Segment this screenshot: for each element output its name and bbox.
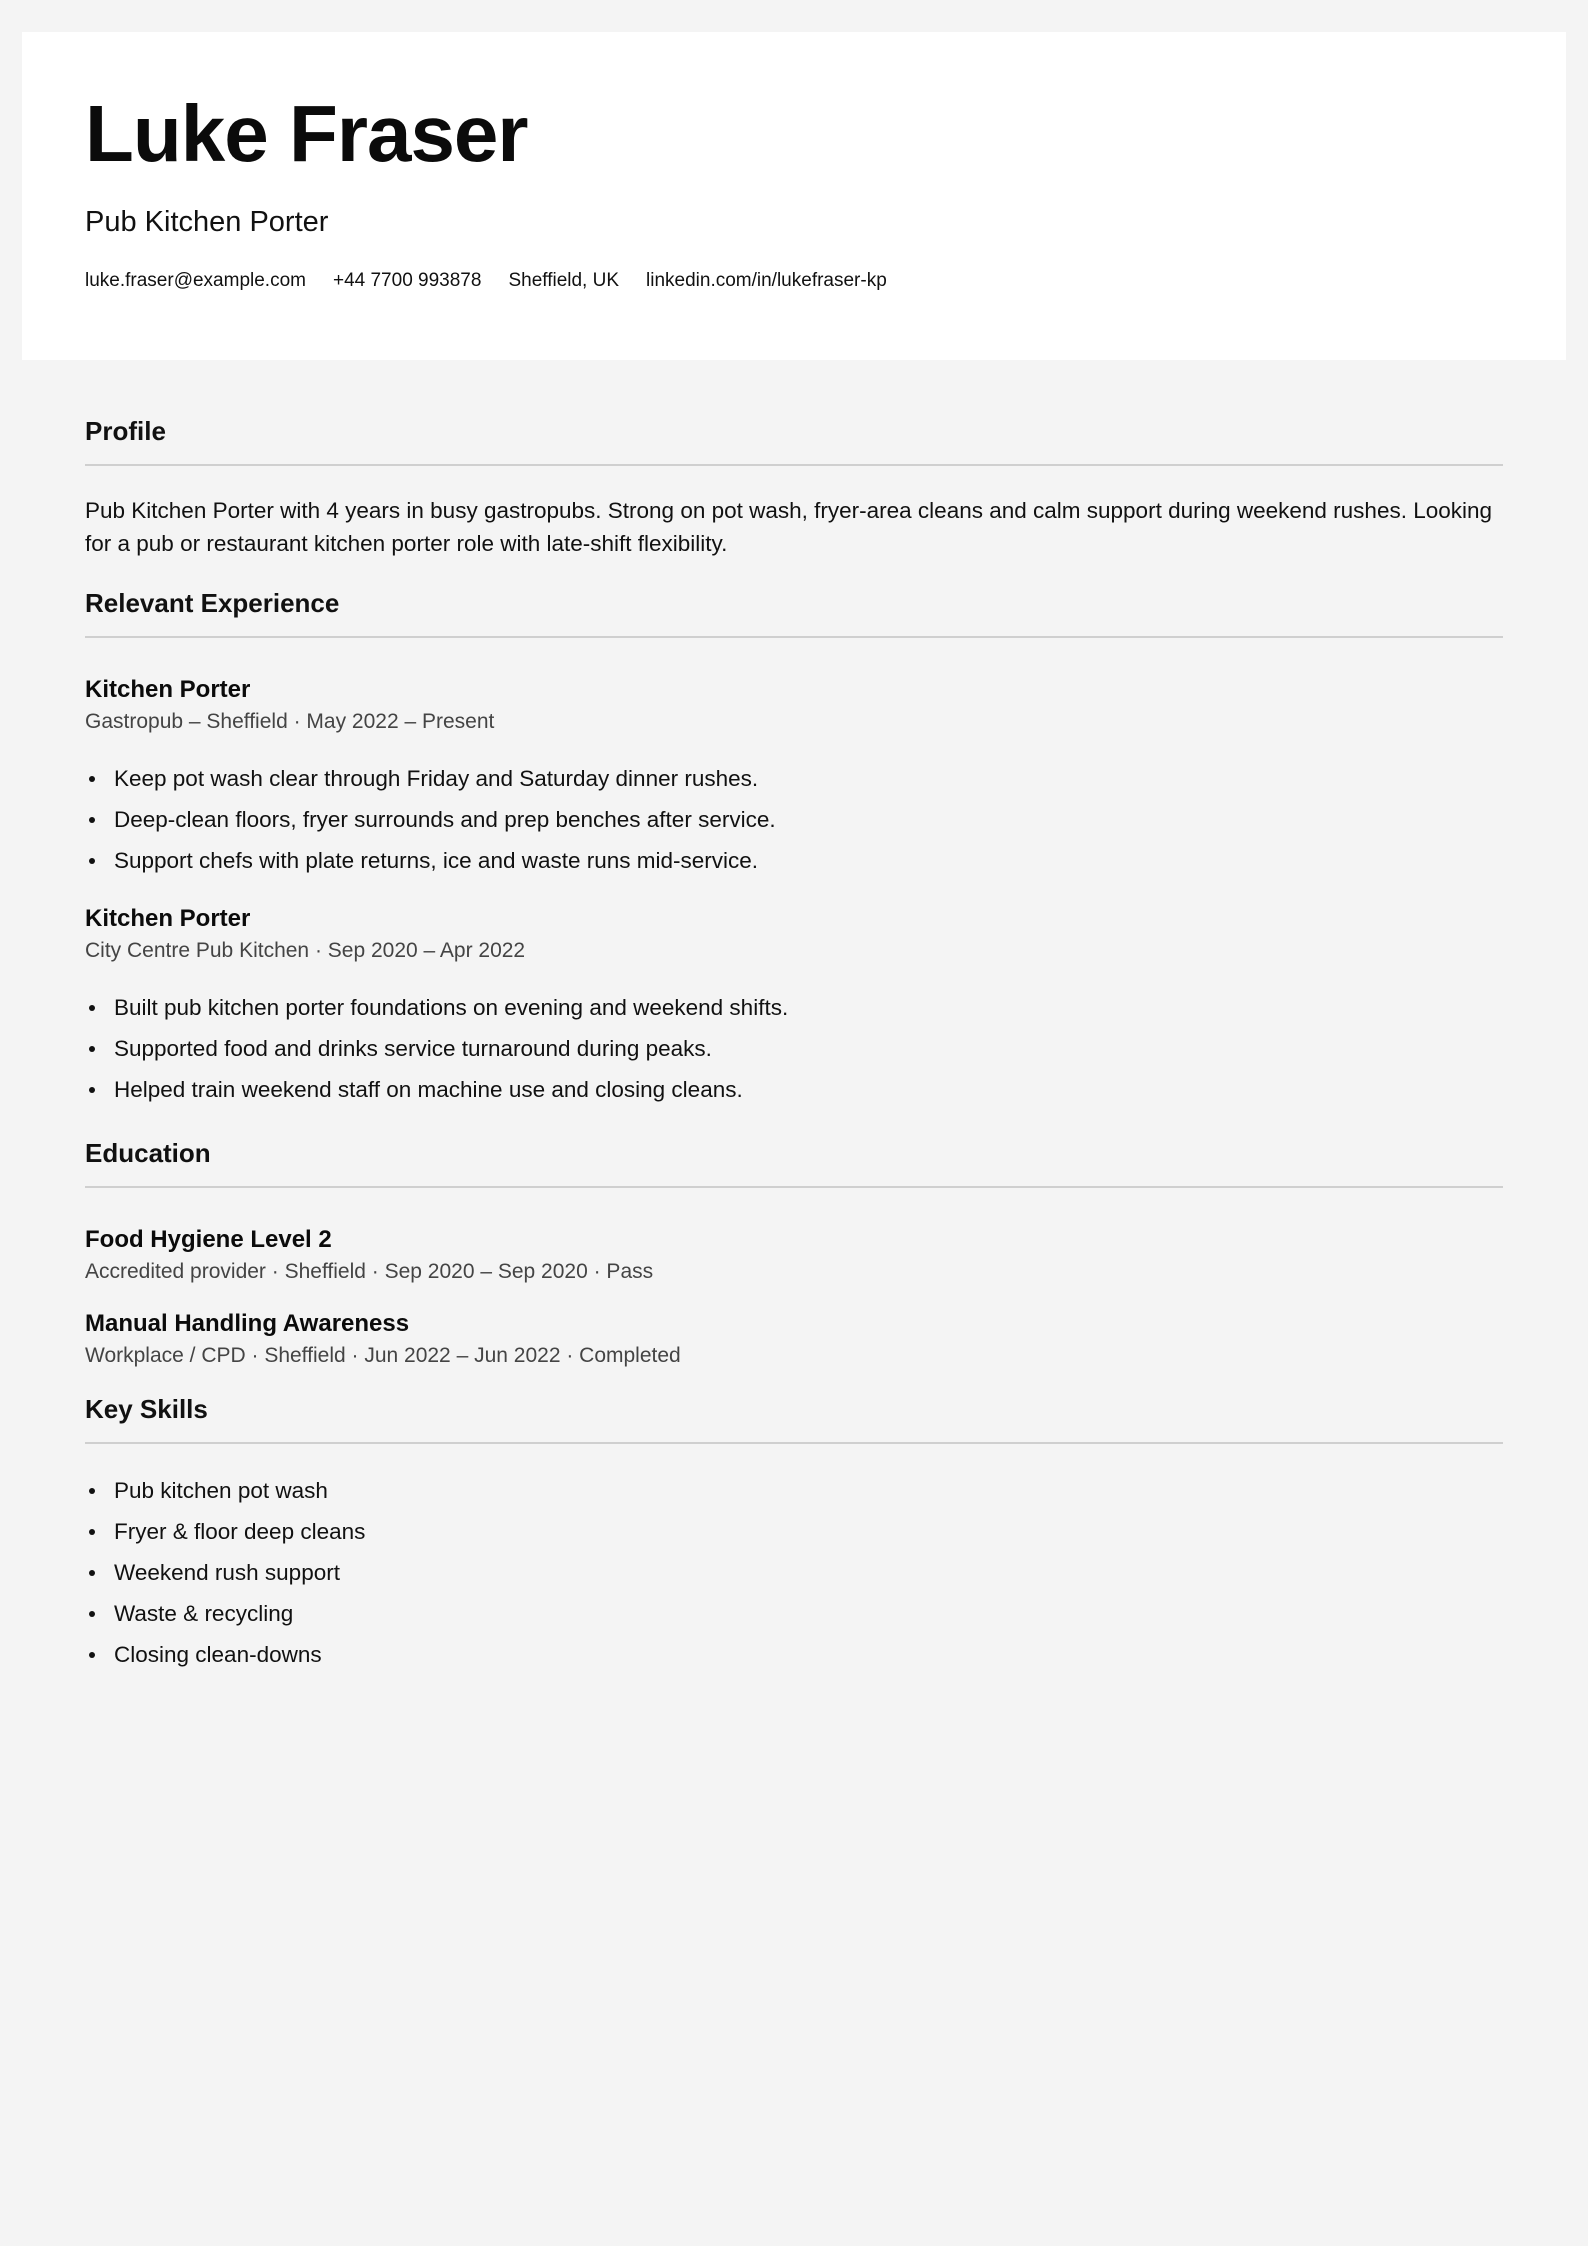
contact-phone[interactable]: +44 7700 993878: [332, 270, 482, 291]
skills-list: [85, 1470, 1503, 1675]
contact-email[interactable]: luke.fraser@example.com: [85, 270, 306, 291]
skill-item: Closing clean-downs: [85, 1634, 1503, 1675]
job-bullets: [85, 987, 1503, 1110]
resume-header: [22, 32, 1566, 360]
resume-body: [85, 418, 1503, 1675]
skill-item: Fryer & floor deep cleans: [85, 1511, 1503, 1552]
list-item: Built pub kitchen porter foundations on evening and weekend shifts.: [85, 987, 1503, 1028]
skill-item: Waste & recycling: [85, 1593, 1503, 1634]
job-entry: [85, 678, 1503, 881]
list-item: Keep pot wash clear through Friday and Saturday dinner rushes.: [85, 758, 1503, 799]
contact-location: Sheffield, UK: [508, 270, 620, 291]
profile-summary: Pub Kitchen Porter with 4 years in busy gastropubs. Strong on pot wash, fryer-area cleans and calm support during weekend rushes. Looking for a pub or restaurant kitchen porter role with late-shift flexibility.: [85, 498, 1493, 556]
list-item: Helped train weekend staff on machine use and closing cleans.: [85, 1069, 1503, 1110]
education-section: [85, 1140, 1503, 1366]
skills-section: [85, 1396, 1503, 1675]
education-meta: Accredited provider · Sheffield · Sep 2020 – Sep 2020 · Pass: [85, 1260, 654, 1283]
job-bullets: [85, 758, 1503, 881]
section-title-education: Education: [85, 1140, 1503, 1188]
contact-linkedin[interactable]: linkedin.com/in/lukefraser-kp: [646, 270, 887, 291]
education-title: Food Hygiene Level 2: [85, 1226, 332, 1253]
education-entry: [85, 1312, 1503, 1366]
candidate-role: Pub Kitchen Porter: [85, 206, 329, 238]
job-title: Kitchen Porter: [85, 676, 251, 703]
skill-item: Pub kitchen pot wash: [85, 1470, 1503, 1511]
profile-section: [85, 418, 1503, 560]
job-entry: [85, 907, 1503, 1110]
list-item: Deep-clean floors, fryer surrounds and prep benches after service.: [85, 799, 1503, 840]
contact-row: [85, 271, 1566, 290]
education-entry: [85, 1228, 1503, 1282]
education-title: Manual Handling Awareness: [85, 1310, 410, 1337]
job-meta: City Centre Pub Kitchen · Sep 2020 – Apr 2022: [85, 939, 526, 962]
section-title-experience: Relevant Experience: [85, 590, 1503, 638]
skill-item: Weekend rush support: [85, 1552, 1503, 1593]
education-meta: Workplace / CPD · Sheffield · Jun 2022 – Jun 2022 · Completed: [85, 1344, 681, 1367]
list-item: Supported food and drinks service turnaround during peaks.: [85, 1028, 1503, 1069]
section-title-skills: Key Skills: [85, 1396, 1503, 1444]
section-title-profile: Profile: [85, 418, 1503, 466]
candidate-name: Luke Fraser: [85, 89, 528, 178]
job-title: Kitchen Porter: [85, 905, 251, 932]
experience-section: [85, 590, 1503, 1110]
job-meta: Gastropub – Sheffield · May 2022 – Present: [85, 710, 495, 733]
list-item: Support chefs with plate returns, ice and waste runs mid-service.: [85, 840, 1503, 881]
